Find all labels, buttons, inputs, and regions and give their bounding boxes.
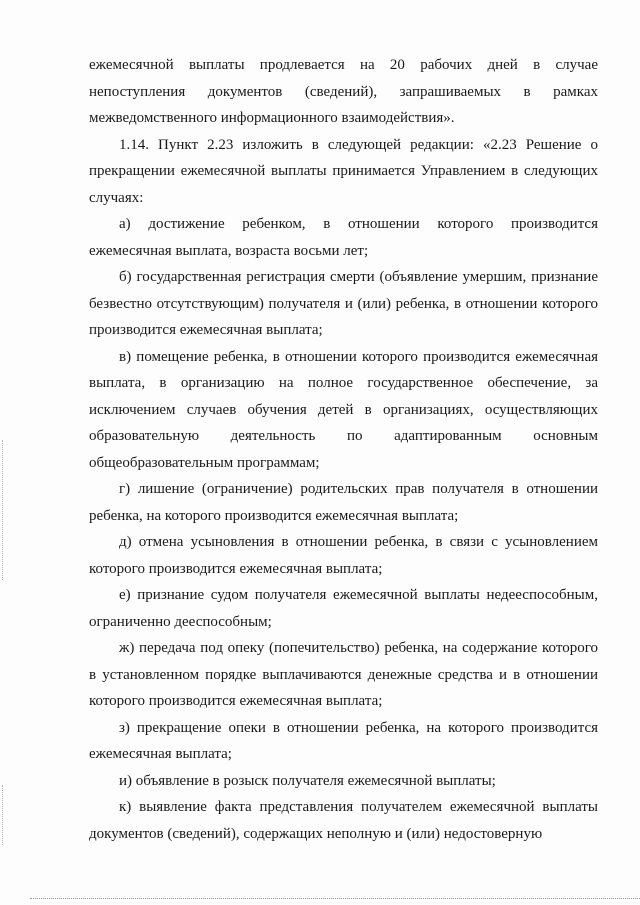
list-item-v: в) помещение ребенка, в отношении которого производится ежемесячная выплата, в организацию на полное государственное обеспечение, за исключением случаев обучения детей в организациях, осуществляющих образовательную деятельность по адаптированным основным общеобразовательным программам; (89, 348, 598, 471)
document-body (89, 52, 598, 847)
list-item-b: б) государственная регистрация смерти (объявление умершим, признание безвестно отсутствующим) получателя и (или) ребенка, в отношении которого производится ежемесячная выплата; (89, 269, 598, 338)
scan-edge-artifact (2, 785, 5, 845)
list-item-zh: ж) передача под опеку (попечительство) ребенка, на содержание которого в установленном порядке выплачиваются денежные средства и в отношении которого производится ежемесячная выплата; (89, 640, 598, 709)
list-item-k: к) выявление факта представления получателем ежемесячной выплаты документов (сведений), содержащих неполную и (или) недостоверную (89, 799, 598, 842)
list-item-i: и) объявление в розыск получателя ежемесячной выплаты; (119, 772, 496, 789)
paragraph-continuation: ежемесячной выплаты продлевается на 20 рабочих дней в случае непоступления документов (сведений), запрашиваемых в рамках межведомственного информационного взаимодействия». (89, 57, 598, 126)
list-item-z: з) прекращение опеки в отношении ребенка, на которого производится ежемесячная выплата; (89, 719, 598, 762)
list-item-g: г) лишение (ограничение) родительских прав получателя в отношении ребенка, на которого производится ежемесячная выплата; (89, 481, 598, 524)
list-item-e: е) признание судом получателя ежемесячной выплаты недееспособным, ограниченно дееспособным; (89, 587, 598, 630)
list-item-a: а) достижение ребенком, в отношении которого производится ежемесячная выплата, возраста восьми лет; (89, 216, 598, 259)
scan-edge-artifact (2, 440, 5, 580)
scan-bottom-edge (30, 898, 640, 899)
paragraph-clause-1-14: 1.14. Пункт 2.23 изложить в следующей редакции: «2.23 Решение о прекращении ежемесячной выплаты принимается Управлением в следующих случаях: (89, 136, 598, 206)
list-item-d: д) отмена усыновления в отношении ребенка, в связи с усыновлением которого производится ежемесячная выплата; (89, 534, 598, 577)
